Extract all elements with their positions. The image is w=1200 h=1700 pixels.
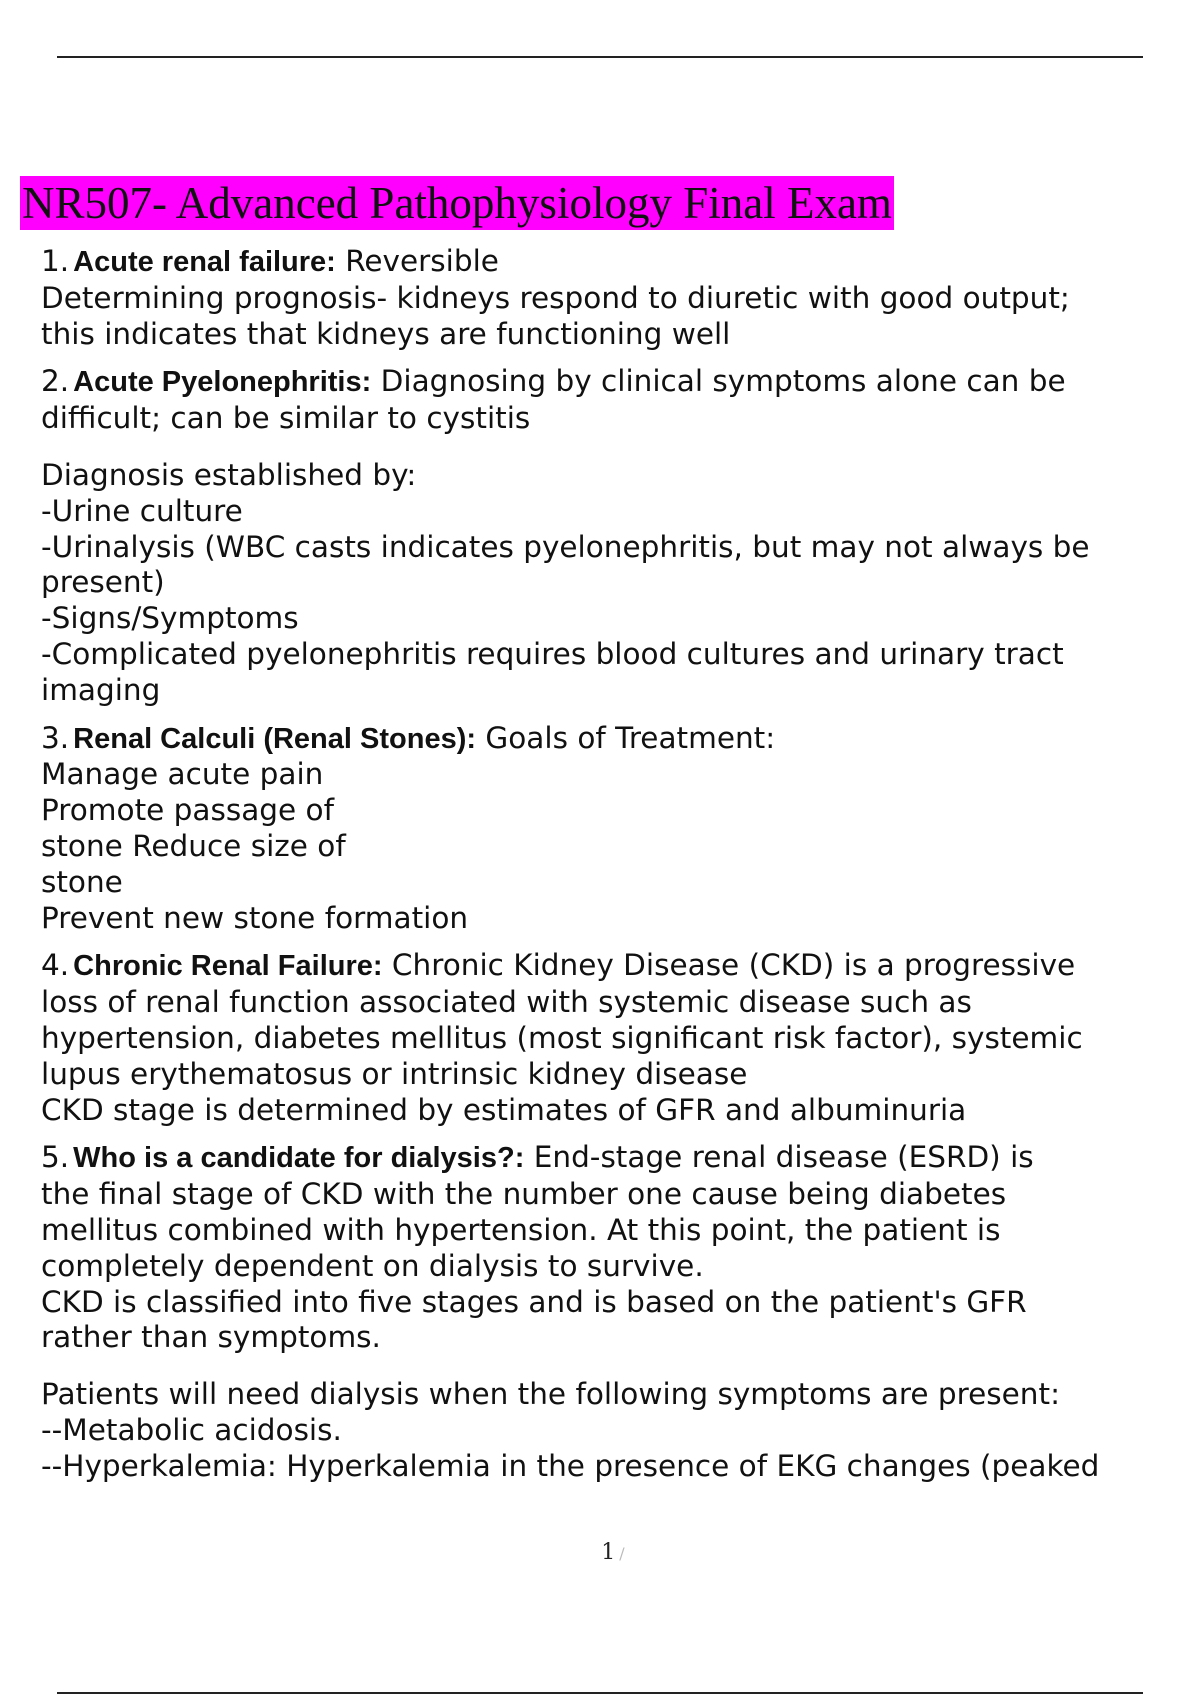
item-number: 3. [41, 720, 70, 755]
item-line [41, 948, 1191, 985]
item-question: Acute Pyelonephritis: [73, 366, 372, 399]
item-answer: Diagnosing by clinical symptoms alone can be [371, 364, 1066, 399]
answer-line: stone [41, 864, 123, 899]
answer-line: -Signs/Symptoms [41, 601, 299, 636]
item-line [41, 244, 1191, 281]
answer-line: -Urine culture [41, 493, 243, 528]
qa-item-1 [41, 244, 1191, 352]
answer-line: CKD stage is determined by estimates of GFR and albuminuria [41, 1092, 967, 1127]
item-line [41, 721, 1191, 758]
answer-line: difficult; can be similar to cystitis [41, 401, 531, 436]
document-title: NR507- Advanced Pathophysiology Final Exam [22, 178, 892, 228]
item-answer: Reversible [335, 244, 499, 278]
item-question: Who is a candidate for dialysis?: [73, 1142, 525, 1175]
item-number: 2. [41, 364, 70, 399]
qa-item-5 [41, 1140, 1191, 1484]
answer-line: -Urinalysis (WBC casts indicates pyelonephritis, but may not always be [41, 529, 1090, 564]
answer-line: CKD is classified into five stages and is based on the patient's GFR [41, 1284, 1027, 1319]
answer-line: Promote passage of [41, 793, 334, 828]
answer-line: rather than symptoms. [41, 1320, 381, 1355]
item-number: 1. [41, 244, 70, 278]
answer-line: --Metabolic acidosis. [41, 1412, 342, 1447]
answer-line: imaging [41, 672, 161, 707]
answer-line: Determining prognosis- kidneys respond to diuretic with good output; [41, 280, 1070, 315]
answer-line: this indicates that kidneys are functioning well [41, 316, 731, 351]
qa-item-2 [41, 364, 1191, 708]
item-answer: End-stage renal disease (ESRD) is [524, 1140, 1034, 1175]
item-answer: Goals of Treatment: [476, 720, 776, 755]
answer-line: completely dependent on dialysis to survive. [41, 1248, 704, 1283]
item-question: Renal Calculi (Renal Stones): [73, 722, 477, 755]
answer-line: the final stage of CKD with the number one cause being diabetes [41, 1177, 1007, 1212]
answer-line: Diagnosis established by: [41, 457, 417, 492]
answer-line: stone Reduce size of [41, 828, 346, 863]
qa-item-3 [41, 721, 1191, 937]
answer-line: -Complicated pyelonephritis requires blood cultures and urinary tract [41, 636, 1064, 671]
answer-line: Prevent new stone formation [41, 900, 469, 935]
item-number: 4. [41, 948, 70, 983]
item-question: Chronic Renal Failure: [73, 950, 383, 983]
page-separator: / [619, 1544, 625, 1563]
answer-line: loss of renal function associated with systemic disease such as [41, 985, 972, 1020]
bottom-rule [57, 1692, 1143, 1694]
answer-line: present) [41, 565, 165, 600]
page-number-value: 1 [601, 1540, 616, 1565]
answer-line: lupus erythematosus or intrinsic kidney disease [41, 1056, 748, 1091]
blank-line [41, 1356, 1191, 1377]
answer-line: Manage acute pain [41, 757, 324, 792]
top-rule [57, 56, 1143, 58]
blank-line [41, 437, 1191, 458]
page-number [0, 1540, 1200, 1565]
item-line [41, 364, 1191, 401]
qa-item-4 [41, 948, 1191, 1128]
item-answer: Chronic Kidney Disease (CKD) is a progressive [382, 948, 1076, 983]
item-line [41, 1140, 1191, 1177]
answer-line: mellitus combined with hypertension. At this point, the patient is [41, 1212, 1001, 1247]
item-question: Acute renal failure: [73, 246, 336, 278]
item-number: 5. [41, 1140, 70, 1175]
answer-line: --Hyperkalemia: Hyperkalemia in the presence of EKG changes (peaked [41, 1448, 1100, 1483]
answer-line: Patients will need dialysis when the following symptoms are present: [41, 1377, 1061, 1412]
answer-line: hypertension, diabetes mellitus (most significant risk factor), systemic [41, 1020, 1083, 1055]
document-body [41, 244, 1191, 1497]
